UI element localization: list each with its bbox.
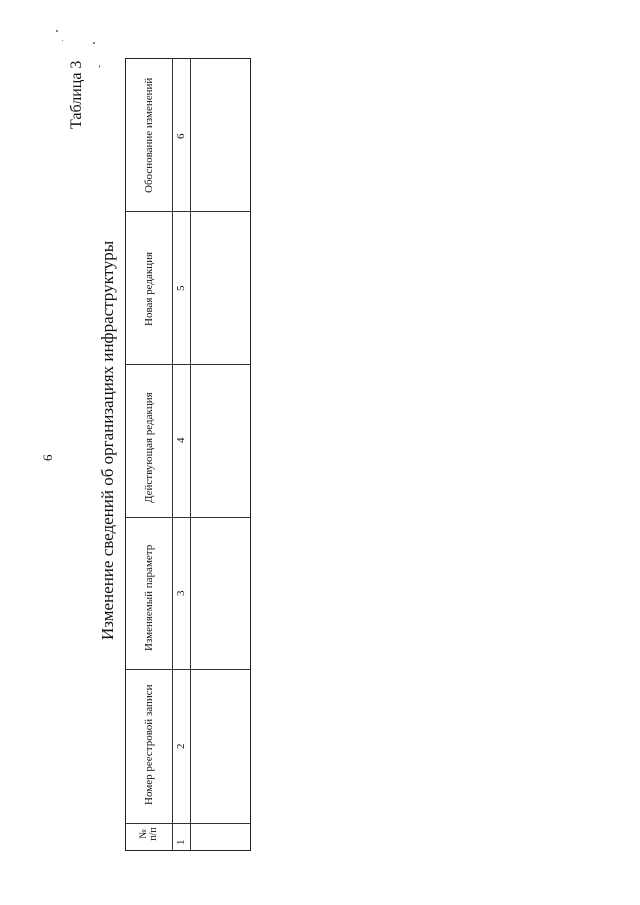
scan-speck <box>93 42 95 44</box>
header-number-abbr: п/п <box>148 827 159 841</box>
scan-speck <box>99 65 100 68</box>
data-table <box>125 58 251 851</box>
row-divider <box>172 59 173 850</box>
header-number-sign: № <box>138 829 149 839</box>
column-number-3: 3 <box>175 590 187 596</box>
header-number <box>139 821 159 847</box>
column-number-6: 6 <box>175 133 187 139</box>
page-number: 6 <box>40 454 55 461</box>
header-registry-record: Номер реестровой записи <box>143 684 155 805</box>
column-divider <box>126 211 250 212</box>
scan-speck <box>56 30 58 32</box>
row-divider <box>190 59 191 850</box>
column-number-1: 1 <box>175 839 187 845</box>
column-divider <box>126 364 250 365</box>
column-number-4: 4 <box>175 437 187 443</box>
scan-speck <box>62 40 63 41</box>
column-number-2: 2 <box>175 743 187 749</box>
column-number-5: 5 <box>175 285 187 291</box>
table-label: Таблица 3 <box>68 60 85 129</box>
table-title: Изменение сведений об организациях инфраструктуры <box>98 240 117 640</box>
header-justification: Обоснование изменений <box>143 77 155 193</box>
column-divider <box>126 517 250 518</box>
header-new-edition: Новая редакция <box>143 251 155 326</box>
header-current-edition: Действующая редакция <box>143 392 155 503</box>
header-changed-parameter: Изменяемый параметр <box>143 544 155 651</box>
column-divider <box>126 669 250 670</box>
